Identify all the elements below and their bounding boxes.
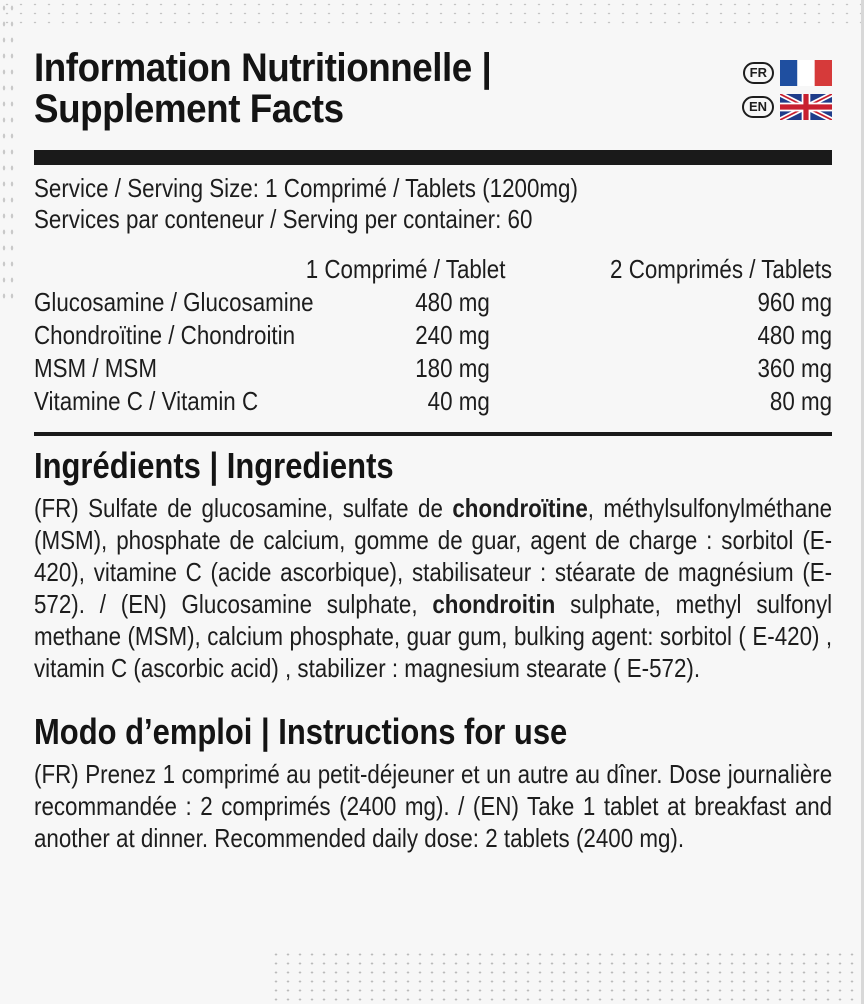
ingredients-part-3: sulphate, methyl sulfonyl methane (MSM), calcium phosphate, guar gum, bulking agent: sorbitol ( E-420) , vitamin C (ascorbic acid) , stabilizer : magnesium stearate ( E-572). bbox=[34, 589, 833, 683]
language-fr bbox=[732, 60, 832, 86]
header bbox=[34, 48, 832, 148]
france-flag-icon bbox=[780, 60, 832, 86]
amount-two-tablets: 360 mg bbox=[757, 353, 833, 383]
amount-one-tablet: 180 mg bbox=[415, 353, 490, 383]
uk-flag-icon bbox=[780, 94, 832, 120]
nutrient-name: Vitamine C / Vitamin C bbox=[34, 386, 259, 416]
decorative-dots-left bbox=[0, 0, 14, 300]
title-line-2: Supplement Facts bbox=[34, 87, 344, 131]
ingredients-part-1: (FR) Sulfate de glucosamine, sulfate de bbox=[34, 493, 453, 523]
header-one-tablet: 1 Comprimé / Tablet bbox=[305, 254, 506, 284]
nutrient-name: Glucosamine / Glucosamine bbox=[34, 287, 314, 317]
title-line-1: Information Nutritionnelle | bbox=[34, 46, 492, 90]
nutrient-name: MSM / MSM bbox=[34, 353, 157, 383]
amount-one-tablet: 40 mg bbox=[427, 386, 490, 416]
ingredients-part-2: , méthylsulfonylméthane (MSM), phosphate de calcium, gomme de guar, agent de charge : sorbitol (E-420), vitamine C (acide ascorbique), stabilisateur : stéarate de magnésium (E-572). / (EN) Glucosamine sulphate, bbox=[34, 493, 833, 619]
allergen-chondroitine: chondroïtine bbox=[452, 493, 588, 523]
nutrient-name: Chondroïtine / Chondroitin bbox=[34, 320, 296, 350]
table-row bbox=[34, 352, 832, 385]
table-row bbox=[34, 286, 832, 319]
amount-two-tablets: 960 mg bbox=[757, 287, 833, 317]
page-title bbox=[34, 48, 768, 130]
table-row bbox=[34, 385, 832, 418]
supplement-facts-table bbox=[34, 253, 832, 418]
amount-one-tablet: 480 mg bbox=[415, 287, 490, 317]
ingredients-title: Ingrédients | Ingredients bbox=[34, 445, 394, 486]
table-header-row bbox=[34, 253, 832, 286]
instructions-title: Modo d’emploi | Instructions for use bbox=[34, 711, 568, 752]
ingredients-text bbox=[34, 492, 832, 684]
amount-one-tablet: 240 mg bbox=[415, 320, 490, 350]
header-name bbox=[34, 253, 306, 286]
instructions-text: (FR) Prenez 1 comprimé au petit-déjeuner et un autre au dîner. Dose journalière recommandée : 2 comprimés (2400 mg). / (EN) Take 1 tablet at breakfast and another at dinner. Recommended daily dose: 2 tablets (2400 mg). bbox=[34, 759, 833, 853]
thick-divider bbox=[34, 150, 832, 165]
allergen-chondroitin: chondroitin bbox=[432, 589, 556, 619]
amount-two-tablets: 480 mg bbox=[757, 320, 833, 350]
decorative-dots-top bbox=[0, 0, 864, 30]
lang-badge-fr: FR bbox=[743, 62, 774, 84]
language-en bbox=[732, 94, 832, 120]
lang-badge-en: EN bbox=[742, 96, 774, 118]
header-two-tablets: 2 Comprimés / Tablets bbox=[610, 254, 833, 284]
language-flags bbox=[732, 60, 832, 128]
label-content bbox=[34, 48, 832, 854]
serving-info bbox=[34, 173, 832, 235]
table-row bbox=[34, 319, 832, 352]
serving-size: Service / Serving Size: 1 Comprimé / Tablets (1200mg) bbox=[34, 173, 578, 203]
table-divider bbox=[34, 432, 832, 436]
amount-two-tablets: 80 mg bbox=[769, 386, 833, 416]
servings-per-container: Services par conteneur / Serving per container: 60 bbox=[34, 204, 533, 234]
decorative-dots-bottom bbox=[270, 950, 864, 1004]
